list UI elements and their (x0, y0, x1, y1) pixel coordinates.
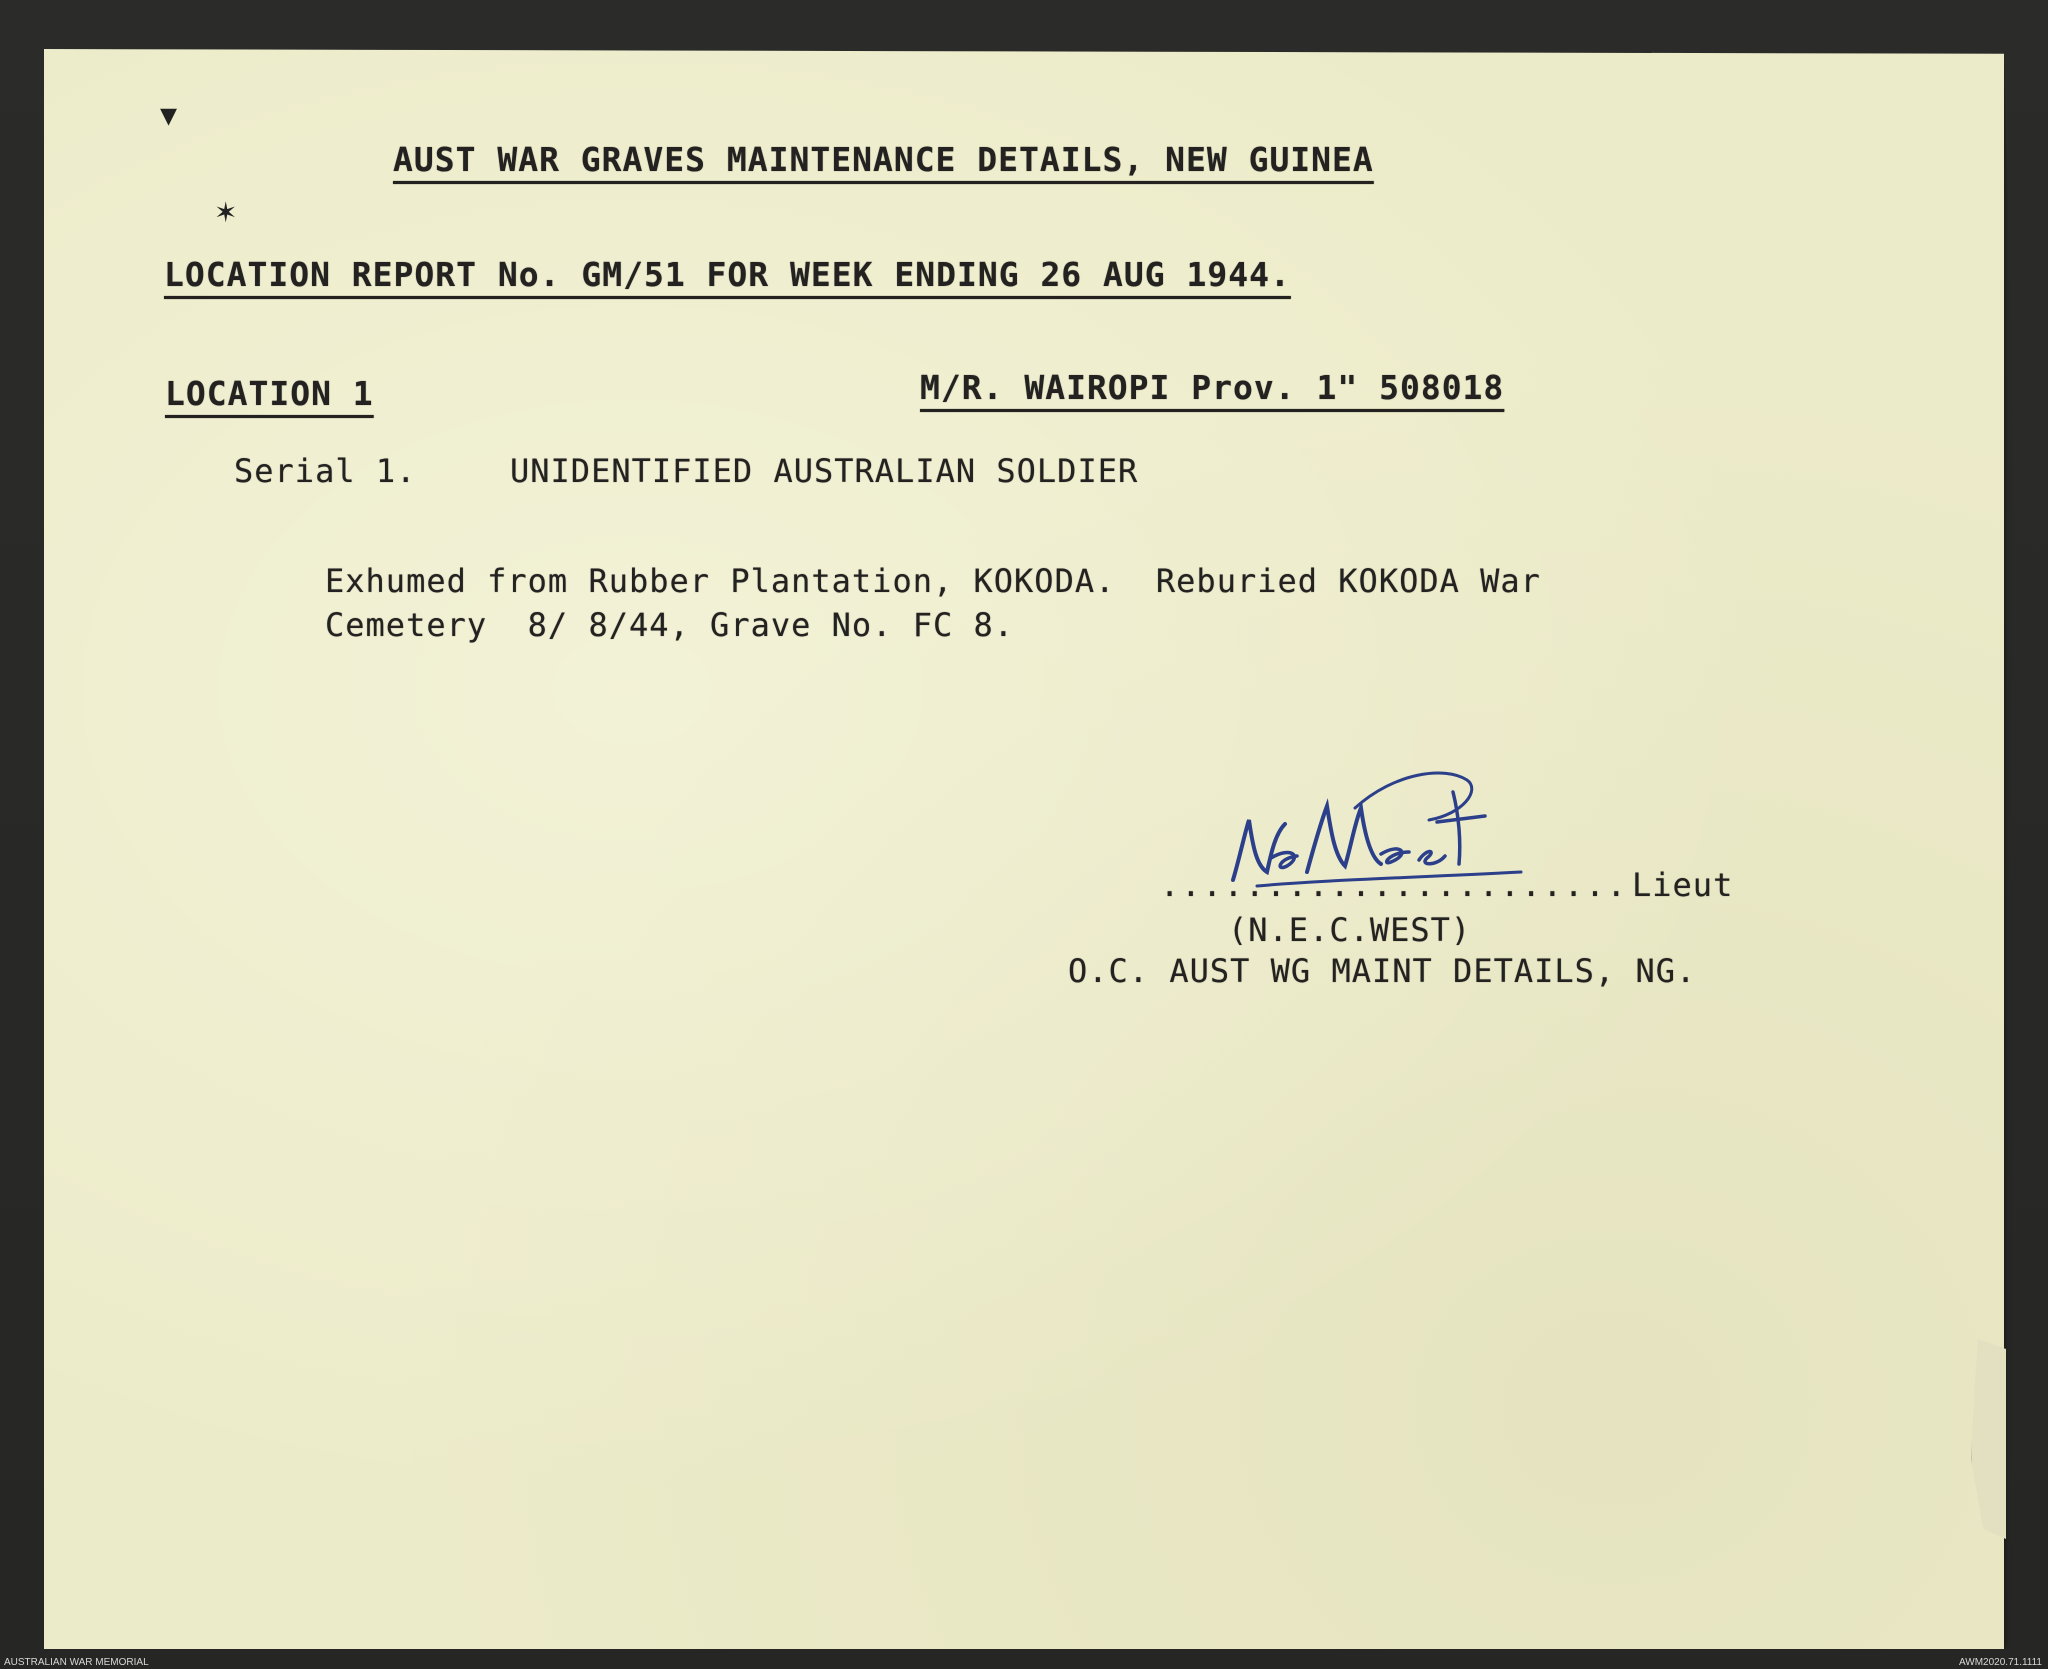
document-heading: AUST WAR GRAVES MAINTENANCE DETAILS, NEW GUINEA (393, 140, 1374, 179)
entry-text-line-2: Cemetery 8/ 8/44, Grave No. FC 8. (325, 606, 1015, 644)
item-identifier: AWM2020.71.1111 (1958, 1657, 2042, 1668)
soldier-name: UNIDENTIFIED AUSTRALIAN SOLDIER (510, 452, 1139, 490)
torn-edge (1971, 1339, 2006, 1539)
signatory-office: O.C. AUST WG MAINT DETAILS, NG. (1068, 952, 1697, 990)
ink-blemish-top: ▾ (160, 95, 178, 135)
signature-dotted-line: ...................... (1160, 866, 1628, 904)
map-reference: M/R. WAIROPI Prov. 1" 508018 (920, 368, 1505, 407)
entry-text-line-1: Exhumed from Rubber Plantation, KOKODA. Reburied KOKODA War (325, 562, 1541, 600)
archive-credit: AUSTRALIAN WAR MEMORIAL (4, 1657, 149, 1668)
signatory-rank: Lieut (1632, 866, 1734, 904)
signatory-name: (N.E.C.WEST) (1228, 911, 1472, 949)
location-label: LOCATION 1 (165, 374, 374, 413)
serial-number: Serial 1. (234, 452, 417, 490)
report-line: LOCATION REPORT No. GM/51 FOR WEEK ENDING 26 AUG 1944. (164, 255, 1291, 294)
ink-blemish-lower: ✶ (214, 196, 238, 229)
